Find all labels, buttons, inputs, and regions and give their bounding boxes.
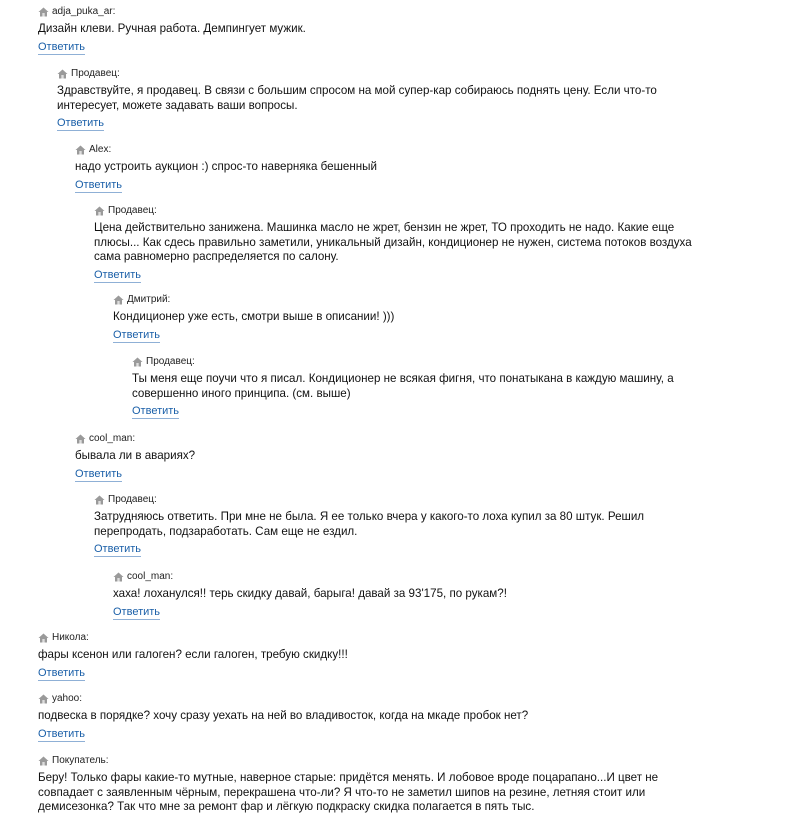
author-name[interactable]: Продавец: (108, 494, 157, 505)
comment-text (75, 449, 195, 464)
comment-line: Здравствуйте, я продавец. В связи с большим спросом на мой супер-кар собираюсь поднять цену. Если что-то (57, 84, 657, 97)
home-icon (38, 633, 49, 643)
home-icon (75, 145, 86, 155)
comment-line: Беру! Только фары какие-то мутные, наверное старые: придётся менять. И лобовое вроде поцарапано...И цвет не (38, 771, 659, 784)
comment-author (38, 6, 306, 18)
comment (75, 433, 195, 482)
comment-text (38, 771, 658, 815)
comment (113, 294, 394, 343)
comment (94, 494, 644, 557)
comment-text (94, 221, 692, 265)
home-icon (75, 434, 86, 444)
comment-line: хаха! лоханулся!! терь скидку давай, барыга! давай за 93'175, по рукам?! (113, 587, 507, 600)
reply-link[interactable]: Ответить (38, 727, 86, 740)
comment-text (57, 84, 657, 113)
comment-text (38, 709, 528, 724)
reply-link[interactable]: Ответить (94, 268, 142, 281)
comment-text (132, 372, 674, 401)
comment-text (75, 160, 377, 175)
comment (94, 205, 692, 283)
comment (57, 68, 657, 131)
reply-link[interactable]: Ответить (38, 40, 86, 53)
comment-line: демисезонка? Так что мне за ремонт фар и лёгкую подкраску скидка полагается в пять тыс. (38, 800, 535, 813)
reply-link[interactable]: Ответить (132, 405, 180, 417)
comment (113, 571, 507, 620)
reply-link[interactable]: Ответить (113, 328, 161, 341)
author-name[interactable]: Продавец: (146, 356, 195, 367)
home-icon (113, 572, 124, 582)
home-icon (94, 206, 105, 216)
comment-author (57, 68, 657, 80)
author-name[interactable]: adja_puka_ar: (52, 6, 116, 17)
comment-author (94, 205, 692, 217)
author-name[interactable]: Alex: (89, 144, 112, 155)
author-name[interactable]: cool_man: (89, 433, 136, 444)
home-icon (94, 495, 105, 505)
comment (38, 693, 528, 742)
author-name[interactable]: Дмитрий: (127, 294, 171, 305)
comment-author (38, 693, 528, 705)
home-icon (38, 756, 49, 766)
author-name[interactable]: Никола: (52, 632, 89, 643)
comment-text (38, 22, 306, 37)
comment-line: перепродать, подзаработать. Сам еще не ездил. (94, 524, 358, 538)
comment-text (113, 587, 507, 602)
comment-line: Ты меня еще поучи что я писал. Кондиционер не всякая фигня, что понатыкана в каждую машину, а (132, 372, 674, 385)
author-name[interactable]: Продавец: (71, 68, 120, 79)
comment-line: совпадает с заявленным чёрным, перекрашена что-ли? Я что-то не заметил шипов на резине, летняя стоит или (38, 785, 646, 799)
comment-line: надо устроить аукцион :) спрос-то наверняка бешенный (75, 160, 377, 173)
comment-text (94, 510, 644, 539)
comment-line: Дизайн клеви. Ручная работа. Демпингует мужик. (38, 22, 306, 35)
home-icon (57, 69, 68, 79)
comment-author (75, 433, 195, 445)
comment (75, 144, 377, 193)
comment-line: плюсы... Как сдесь правильно заметили, уникальный дизайн, кондиционер не нужен, система потоков воздуха (94, 235, 692, 249)
comment-author (113, 571, 507, 583)
author-name[interactable]: cool_man: (127, 571, 174, 582)
home-icon (132, 357, 143, 367)
comment-line: Кондиционер уже есть, смотри выше в описании! ))) (113, 310, 395, 323)
comment-author (132, 356, 674, 368)
comment-line: бывала ли в авариях? (75, 449, 196, 462)
comment-author (38, 755, 658, 767)
comment (38, 755, 658, 815)
comment-line: интересует, можете задавать ваши вопросы. (57, 98, 298, 112)
reply-link[interactable]: Ответить (57, 117, 105, 129)
comment-author (113, 294, 394, 306)
comment-text (113, 310, 394, 325)
comment-line: подвеска в порядке? хочу сразу уехать на ней во владивосток, когда на мкаде пробок нет? (38, 709, 529, 722)
reply-link[interactable]: Ответить (94, 543, 142, 555)
comment-line: фары ксенон или галоген? если галоген, требую скидку!!! (38, 648, 348, 661)
comment-author (38, 632, 348, 644)
comment-line: Затрудняюсь ответить. При мне не была. Я ее только вчера у какого-то лоха купил за 80 штук. Решил (94, 510, 645, 523)
author-name[interactable]: Покупатель: (52, 755, 109, 766)
reply-link[interactable]: Ответить (38, 666, 86, 679)
comment-line: совершенно иного принципа. (см. выше) (132, 386, 351, 400)
comment-line: сама равномерно распределяется по салону. (94, 250, 339, 263)
comment-line: Цена действительно занижена. Машинка масло не жрет, бензин не жрет, ТО проходить не надо. Какие еще (94, 221, 675, 234)
comment (132, 356, 674, 419)
author-name[interactable]: Продавец: (108, 205, 157, 216)
home-icon (113, 295, 124, 305)
comment-text (38, 648, 348, 663)
reply-link[interactable]: Ответить (75, 467, 123, 480)
reply-link[interactable]: Ответить (75, 178, 123, 191)
comment (38, 632, 348, 681)
comment-author (94, 494, 644, 506)
author-name[interactable]: yahoo: (52, 693, 83, 704)
comment-author (75, 144, 377, 156)
home-icon (38, 7, 49, 17)
home-icon (38, 694, 49, 704)
comment (38, 6, 306, 55)
reply-link[interactable]: Ответить (113, 605, 161, 618)
